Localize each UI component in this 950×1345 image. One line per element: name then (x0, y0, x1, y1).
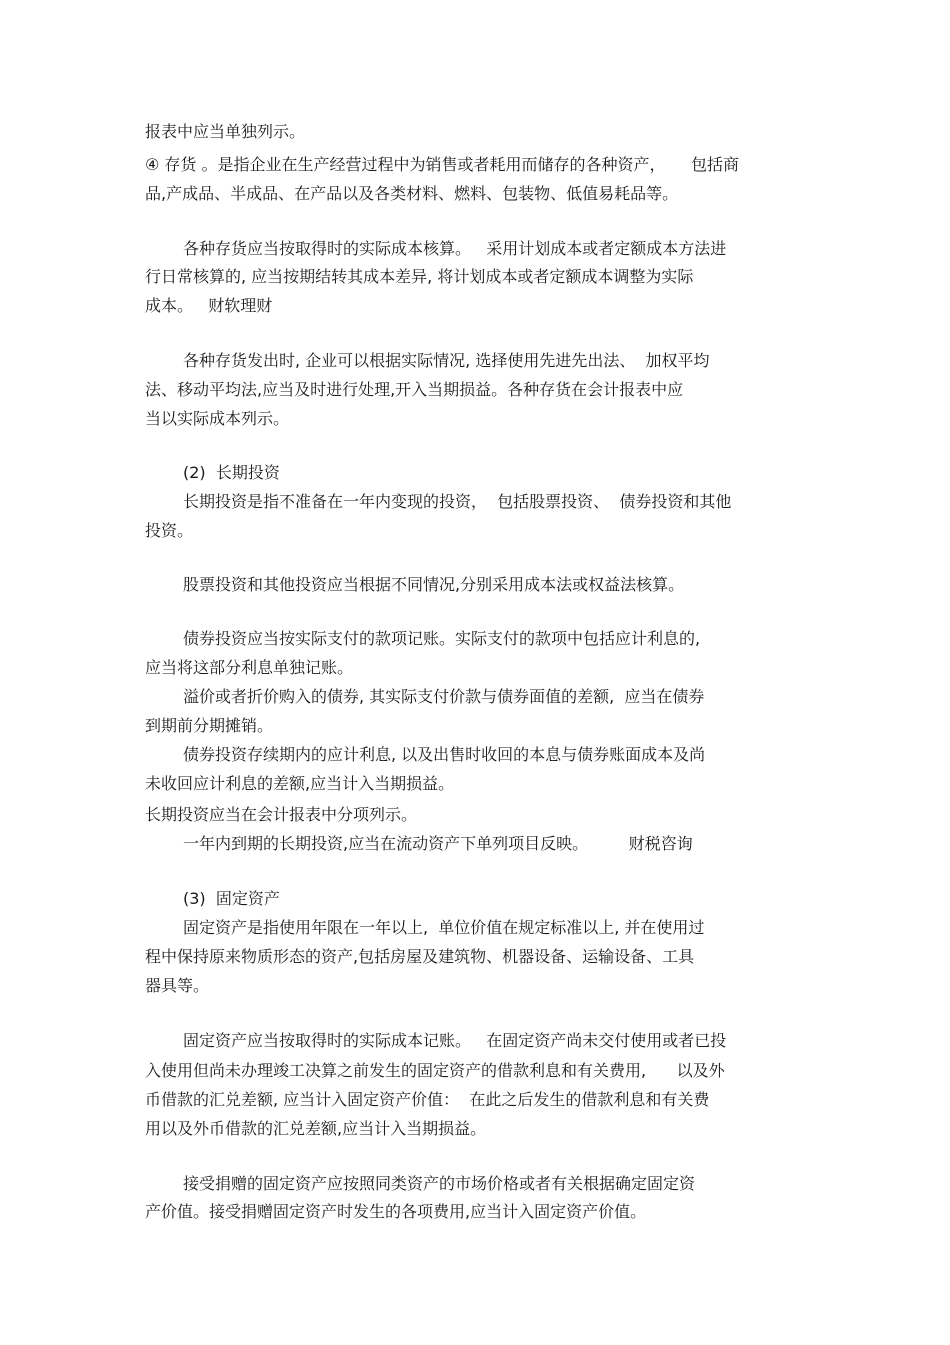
text-line: 到期前分期摊销。 (145, 716, 274, 735)
text-line: ④ 存货 。是指企业在生产经营过程中为销售或者耗用而储存的各种资产， 包括商 (145, 155, 739, 174)
text-line: 债券投资存续期内的应计利息, 以及出售时收回的本息与债券账面成本及尚 (183, 745, 706, 764)
text-line: 各种存货应当按取得时的实际成本核算。 采用计划成本或者定额成本方法进 (183, 239, 727, 258)
text-line: 用以及外币借款的汇兑差额,应当计入当期损益。 (145, 1119, 487, 1138)
text-line: 应当将这部分利息单独记账。 (145, 658, 354, 677)
text-line: 行日常核算的, 应当按期结转其成本差异, 将计划成本或者定额成本调整为实际 (145, 267, 694, 286)
text-line: 债券投资应当按实际支付的款项记账。实际支付的款项中包括应计利息的, (183, 629, 701, 648)
section-heading: (3) 固定资产 (183, 889, 280, 908)
text-line: 程中保持原来物质形态的资产,包括房屋及建筑物、机器设备、运输设备、工具 (145, 947, 695, 966)
text-line: 成本。 财软理财 (145, 296, 273, 315)
text-line: 入使用但尚未办理竣工决算之前发生的固定资产的借款利息和有关费用, 以及外 (145, 1061, 725, 1080)
text-line: 接受捐赠的固定资产应按照同类资产的市场价格或者有关根据确定固定资 (183, 1174, 696, 1193)
text-line: 固定资产是指使用年限在一年以上, 单位价值在规定标准以上, 并在使用过 (183, 918, 705, 937)
text-line: 法、移动平均法,应当及时进行处理,开入当期损益。各种存货在会计报表中应 (145, 380, 684, 399)
text-line: 一年内到期的长期投资,应当在流动资产下单列项目反映。 财税咨询 (183, 834, 693, 853)
text-line: 投资。 (145, 521, 194, 540)
text-line: 器具等。 (145, 976, 210, 995)
section-heading: (2) 长期投资 (183, 463, 280, 482)
text-line: 长期投资是指不准备在一年内变现的投资， 包括股票投资、 债券投资和其他 (183, 492, 732, 511)
text-line: 长期投资应当在会计报表中分项列示。 (145, 805, 418, 824)
text-line: 品,产成品、半成品、在产品以及各类材料、燃料、包装物、低值易耗品等。 (145, 184, 679, 203)
text-line: 各种存货发出时, 企业可以根据实际情况, 选择使用先进先出法、 加权平均 (183, 351, 710, 370)
text-line: 固定资产应当按取得时的实际成本记账。 在固定资产尚未交付使用或者已投 (183, 1031, 727, 1050)
text-line: 产价值。接受捐赠固定资产时发生的各项费用,应当计入固定资产价值。 (145, 1202, 647, 1221)
text-line: 报表中应当单独列示。 (145, 122, 306, 141)
text-line: 币借款的汇兑差额, 应当计入固定资产价值： 在此之后发生的借款利息和有关费 (145, 1090, 710, 1109)
text-line: 股票投资和其他投资应当根据不同情况,分别采用成本法或权益法核算。 (183, 575, 685, 594)
text-line: 溢价或者折价购入的债券, 其实际支付价款与债券面值的差额, 应当在债券 (183, 687, 705, 706)
text-line: 未收回应计利息的差额,应当计入当期损益。 (145, 774, 455, 793)
text-line: 当以实际成本列示。 (145, 409, 290, 428)
